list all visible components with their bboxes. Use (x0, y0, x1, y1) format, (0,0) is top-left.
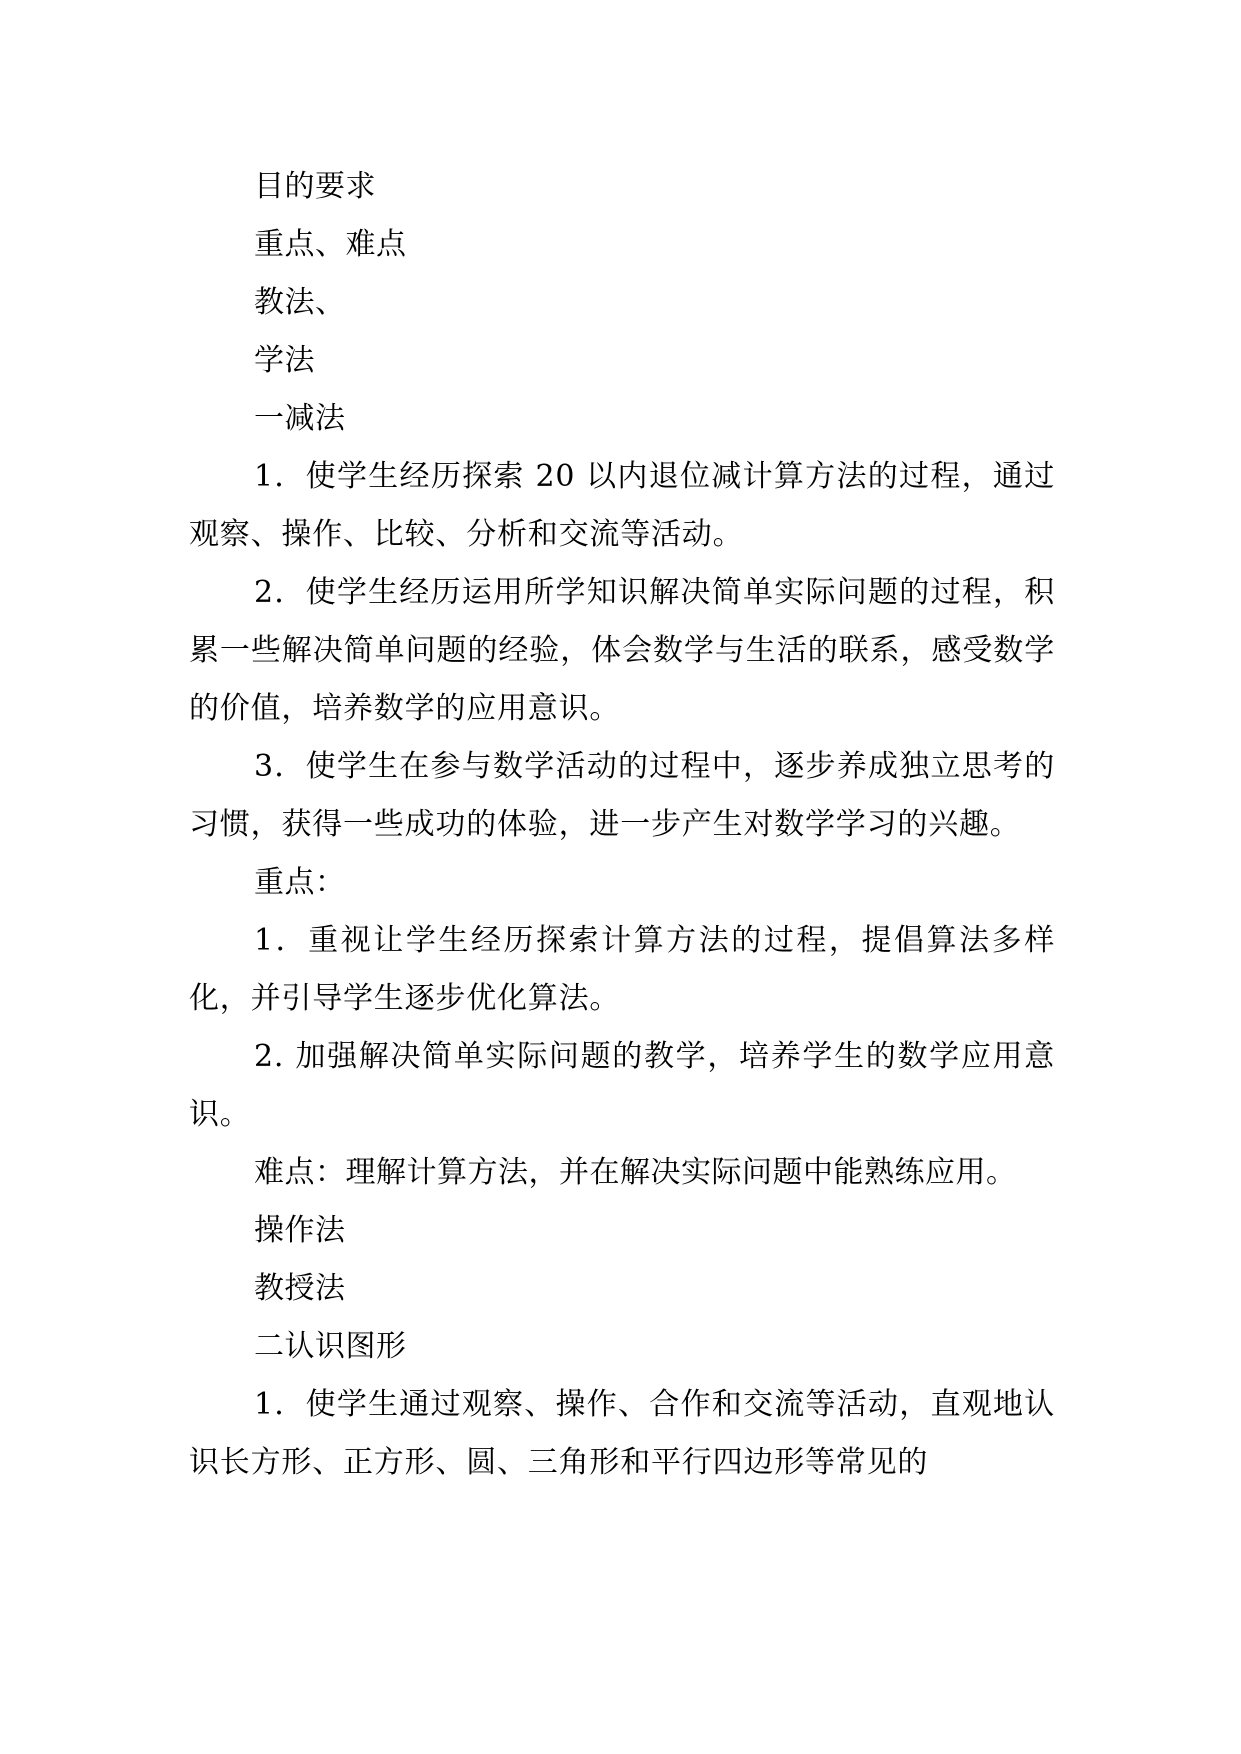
paragraph-goal-1: 1．使学生经历探索 20 以内退位减计算方法的过程，通过观察、操作、比较、分析和交流等活动。 (189, 459, 1055, 552)
heading-learning-method: 学法 (254, 343, 315, 378)
heading-operation-method: 操作法 (254, 1213, 346, 1248)
paragraph-goal-2: 2．使学生经历运用所学知识解决简单实际问题的过程，积累一些解决简单问题的经验，体会数学与生活的联系，感受数学的价值，培养数学的应用意识。 (189, 575, 1055, 726)
heading-key-points: 重点： (254, 865, 346, 900)
heading-shapes: 二认识图形 (254, 1329, 407, 1364)
paragraph-key-2: 2. 加强解决简单实际问题的教学，培养学生的数学应用意识。 (189, 1039, 1055, 1132)
heading-subtraction: 一减法 (254, 401, 346, 436)
paragraph-shapes-1: 1．使学生通过观察、操作、合作和交流等活动，直观地认识长方形、正方形、圆、三角形和平行四边形等常见的 (189, 1387, 1055, 1480)
paragraph-difficulty: 难点：理解计算方法，并在解决实际问题中能熟练应用。 (254, 1155, 1017, 1190)
heading-key-difficult: 重点、难点 (254, 227, 407, 262)
paragraph-goal-3: 3．使学生在参与数学活动的过程中，逐步养成独立思考的习惯，获得一些成功的体验，进一步产生对数学学习的兴趣。 (189, 749, 1055, 842)
heading-goals: 目的要求 (254, 169, 376, 204)
heading-teaching-method: 教法、 (254, 285, 346, 320)
document-page (189, 158, 1055, 1492)
paragraph-key-1: 1．重视让学生经历探索计算方法的过程，提倡算法多样化，并引导学生逐步优化算法。 (189, 923, 1055, 1016)
heading-lecture-method: 教授法 (254, 1271, 346, 1306)
